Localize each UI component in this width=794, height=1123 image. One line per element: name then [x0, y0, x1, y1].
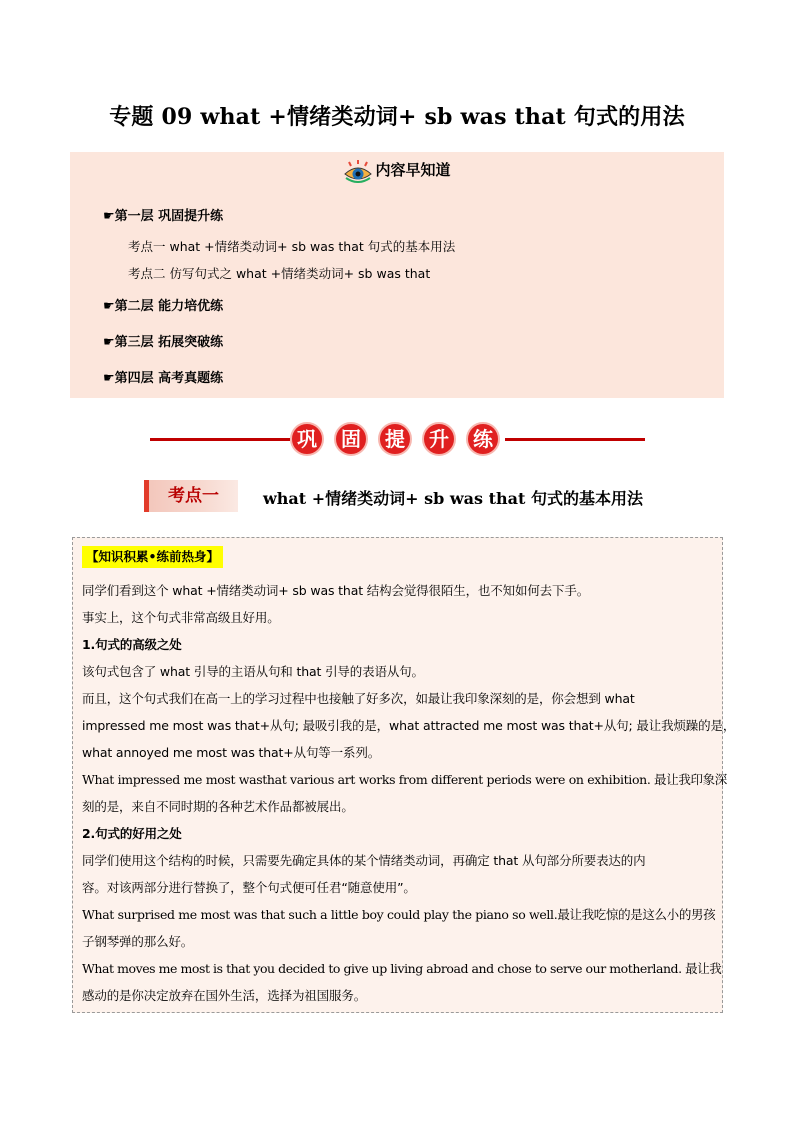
- knowledge-line: 而且，这个句式我们在高一上的学习过程中也接触了好多次，如最让我印象深刻的是，你会想到 what: [82, 691, 635, 706]
- banner-char-3: 提: [378, 422, 412, 456]
- banner-char-1: 巩: [290, 422, 324, 456]
- example-sentence-3: What moves me most is that you decided to give up living abroad and chose to serve our motherland. 最让我: [82, 961, 722, 976]
- knowledge-line: impressed me most was that+从句; 最吸引我的是，what attracted me most was that+从句; 最让我烦躁的是，: [82, 718, 736, 733]
- kaodian-tag: 考点一: [144, 480, 238, 512]
- knowledge-line: 事实上，这个句式非常高级且好用。: [82, 610, 280, 625]
- toc-level-4[interactable]: ☛第四层 高考真题练: [103, 371, 224, 386]
- toc-point-1[interactable]: 考点一 what +情绪类动词+ sb was that 句式的基本用法: [128, 239, 456, 254]
- knowledge-line: 容。对该两部分进行替换了，整个句式便可任君“随意使用”。: [82, 880, 416, 895]
- example-sentence-2: What surprised me most was that such a little boy could play the piano so well.最让我吃惊的是这么小的男孩: [82, 907, 716, 922]
- knowledge-tag: 【知识积累•练前热身】: [82, 546, 223, 568]
- banner-line-left: [150, 438, 290, 441]
- toc-level-1[interactable]: ☛第一层 巩固提升练: [103, 209, 224, 224]
- toc-point-2[interactable]: 考点二 仿写句式之 what +情绪类动词+ sb was that: [128, 266, 431, 281]
- knowledge-line: 同学们使用这个结构的时候，只需要先确定具体的某个情绪类动词，再确定 that 从句部分所要表达的内: [82, 853, 646, 868]
- toc-heading-text: 内容早知道: [375, 161, 451, 179]
- banner-char-2: 固: [334, 422, 368, 456]
- example-sentence-1: What impressed me most wasthat various art works from different periods were on exhibition. 最让我印象深: [82, 772, 727, 787]
- knowledge-box: [72, 537, 736, 1013]
- section-heading-2: 2.句式的好用之处: [82, 826, 182, 841]
- toc-level-3[interactable]: ☛第三层 拓展突破练: [103, 335, 224, 350]
- banner-line-right: [505, 438, 645, 441]
- knowledge-line: 子钢琴弹的那么好。: [82, 934, 194, 949]
- kaodian-title: what +情绪类动词+ sb was that 句式的基本用法: [263, 489, 643, 508]
- knowledge-line: 刻的是，来自不同时期的各种艺术作品都被展出。: [82, 799, 354, 814]
- eye-icon: [343, 159, 373, 183]
- banner-char-5: 练: [466, 422, 500, 456]
- page-title: 专题 09 what +情绪类动词+ sb was that 句式的用法: [109, 104, 685, 130]
- knowledge-line: what annoyed me most was that+从句等一系列。: [82, 745, 381, 760]
- section-banner: [150, 419, 645, 459]
- banner-char-4: 升: [422, 422, 456, 456]
- knowledge-line: 该句式包含了 what 引导的主语从句和 that 引导的表语从句。: [82, 664, 424, 679]
- toc-panel: [70, 152, 724, 398]
- knowledge-line: 同学们看到这个 what +情绪类动词+ sb was that 结构会觉得很陌生，也不知如何去下手。: [82, 583, 590, 598]
- toc-heading: [70, 152, 724, 188]
- knowledge-line: 感动的是你决定放弃在国外生活，选择为祖国服务。: [82, 988, 367, 1003]
- toc-level-2[interactable]: ☛第二层 能力培优练: [103, 299, 224, 314]
- section-heading-1: 1.句式的高级之处: [82, 637, 182, 652]
